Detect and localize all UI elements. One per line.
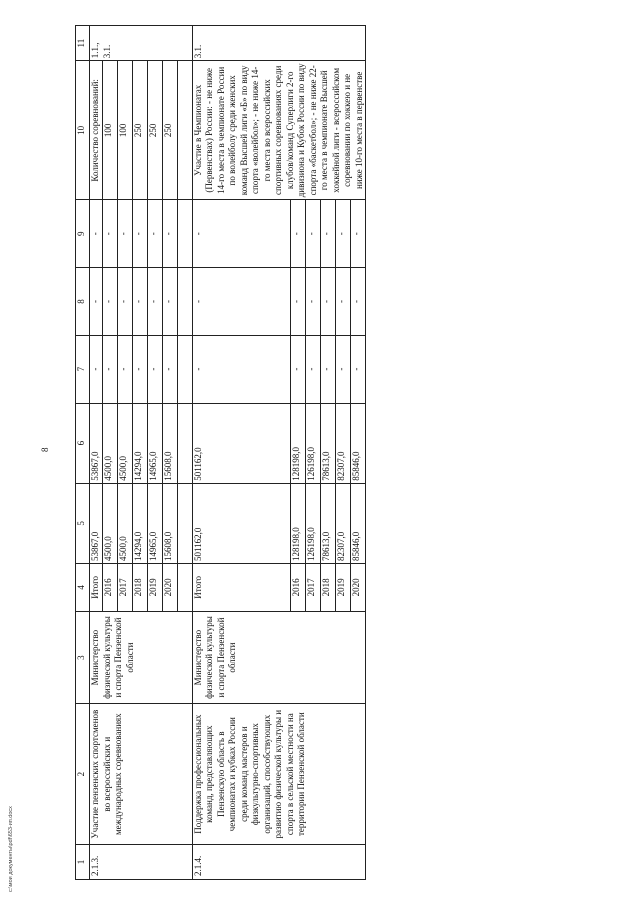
- value-cell: 82307,0: [336, 483, 351, 563]
- value-cell: -: [321, 200, 336, 268]
- rotated-table-container: [75, 25, 585, 880]
- value-cell: -: [306, 200, 321, 268]
- header-cell: 1: [76, 844, 90, 879]
- value-cell: -: [147, 200, 162, 268]
- header-cell: 11: [76, 26, 90, 61]
- year-cell: 2018: [132, 564, 147, 612]
- value-cell: -: [162, 268, 177, 336]
- value-cell: -: [351, 200, 366, 268]
- value-cell: 15608,0: [162, 483, 177, 563]
- value-cell: -: [306, 335, 321, 403]
- value-cell: -: [192, 268, 291, 336]
- value-cell: 14294,0: [132, 483, 147, 563]
- value-cell: 14294,0: [132, 403, 147, 483]
- value-cell: -: [102, 200, 117, 268]
- value-cell: -: [291, 335, 306, 403]
- value-cell: -: [192, 335, 291, 403]
- indicator-cell: Количество соревнований:: [90, 61, 103, 200]
- value-cell: -: [147, 268, 162, 336]
- value-cell: 78613,0: [321, 403, 336, 483]
- value-cell: -: [132, 200, 147, 268]
- header-cell: 7: [76, 335, 90, 403]
- reference-cell: 1.1., 3.1.: [90, 26, 193, 61]
- value-cell: -: [117, 200, 132, 268]
- value-cell: 4500,0: [117, 403, 132, 483]
- value-cell: -: [102, 268, 117, 336]
- page-number: 8: [40, 447, 50, 452]
- value-cell: -: [336, 268, 351, 336]
- value-cell: 82307,0: [336, 403, 351, 483]
- value-cell: -: [351, 335, 366, 403]
- value-cell: 4500,0: [102, 403, 117, 483]
- value-cell: 4500,0: [102, 483, 117, 563]
- value-cell: 15608,0: [162, 403, 177, 483]
- value-cell: -: [102, 335, 117, 403]
- value-cell: -: [321, 268, 336, 336]
- value-cell: 78613,0: [321, 483, 336, 563]
- year-cell: 2019: [147, 564, 162, 612]
- indicator-cell: Участие в Чемпионатах (Первенствах) России: - не ниже 14-го места в чемпионате России по волейболу среди женских команд Высшей лиги «Б» по виду спорта «волейбол»; - не ниже 14-го места во всероссийских спортивных соревнованиях среди клубов/команд Суперлиги 2-го дивизиона и Кубок России по виду спорта «баскетбол»; - не ниже 22-го места в чемпионате Высшей хоккейной лиги - всероссийском соревновании по хоккею и не ниже 10-го места в первенстве: [192, 61, 366, 200]
- header-cell: 10: [76, 61, 90, 200]
- value-cell: -: [336, 200, 351, 268]
- value-cell: -: [90, 335, 103, 403]
- value-cell: 53867,0: [90, 403, 103, 483]
- value-cell: 126198,0: [306, 403, 321, 483]
- value-cell: -: [192, 200, 291, 268]
- indicator-cell: 250: [162, 61, 177, 200]
- value-cell: -: [162, 335, 177, 403]
- header-cell: 2: [76, 704, 90, 844]
- indicator-cell: 250: [132, 61, 147, 200]
- value-cell: -: [291, 268, 306, 336]
- value-cell: -: [117, 268, 132, 336]
- value-cell: -: [147, 335, 162, 403]
- header-cell: 5: [76, 483, 90, 563]
- year-cell: 2018: [321, 564, 336, 612]
- row-number: 2.1.4.: [192, 844, 366, 879]
- value-cell: -: [90, 268, 103, 336]
- year-cell: 2016: [102, 564, 117, 612]
- value-cell: 128198,0: [291, 483, 306, 563]
- value-cell: -: [291, 200, 306, 268]
- file-path-footer: c:\мои документы\pdf\653-ип.docx: [8, 806, 14, 892]
- year-cell: 2020: [351, 564, 366, 612]
- executor: Министерство физической культуры и спорта Пензенской области: [90, 611, 193, 704]
- value-cell: 14965,0: [147, 483, 162, 563]
- table-row: [192, 26, 291, 880]
- indicator-cell: 250: [147, 61, 162, 200]
- header-cell: 3: [76, 611, 90, 704]
- header-cell: 9: [76, 200, 90, 268]
- value-cell: -: [132, 335, 147, 403]
- year-cell: Итого: [192, 564, 291, 612]
- year-cell: 2020: [162, 564, 177, 612]
- year-cell: 2017: [117, 564, 132, 612]
- value-cell: -: [90, 200, 103, 268]
- value-cell: 53867,0: [90, 483, 103, 563]
- header-row: [76, 26, 90, 880]
- year-cell: 2017: [306, 564, 321, 612]
- value-cell: -: [351, 268, 366, 336]
- value-cell: -: [336, 335, 351, 403]
- header-cell: 8: [76, 268, 90, 336]
- program-table: [75, 25, 366, 880]
- value-cell: -: [321, 335, 336, 403]
- value-cell: -: [132, 268, 147, 336]
- value-cell: 128198,0: [291, 403, 306, 483]
- year-cell: 2016: [291, 564, 306, 612]
- indicator-cell: 100: [102, 61, 117, 200]
- value-cell: 501162,0: [192, 403, 291, 483]
- value-cell: 501162,0: [192, 483, 291, 563]
- activity-name: Участие пензенских спортсменов во всероссийских и международных соревнованиях: [90, 704, 193, 844]
- value-cell: -: [162, 200, 177, 268]
- value-cell: -: [117, 335, 132, 403]
- header-cell: 6: [76, 403, 90, 483]
- value-cell: 4500,0: [117, 483, 132, 563]
- value-cell: -: [306, 268, 321, 336]
- value-cell: 14965,0: [147, 403, 162, 483]
- header-cell: 4: [76, 564, 90, 612]
- value-cell: 85846,0: [351, 403, 366, 483]
- row-number: 2.1.3.: [90, 844, 193, 879]
- table-row: [90, 26, 103, 880]
- activity-name: Поддержка профессиональных команд, представляющих Пензенскую область в чемпионатах и кубках России среди команд мастеров и физкультурно-спортивных организаций, способствующих развитию физической культуры и спорта в сельской местности на территории Пензенской области: [192, 704, 366, 844]
- value-cell: 85846,0: [351, 483, 366, 563]
- executor: Министерство физической культуры и спорта Пензенской области: [192, 611, 366, 704]
- reference-cell: 3.1.: [192, 26, 366, 61]
- year-cell: 2019: [336, 564, 351, 612]
- year-cell: Итого: [90, 564, 103, 612]
- value-cell: 126198,0: [306, 483, 321, 563]
- indicator-cell: 100: [117, 61, 132, 200]
